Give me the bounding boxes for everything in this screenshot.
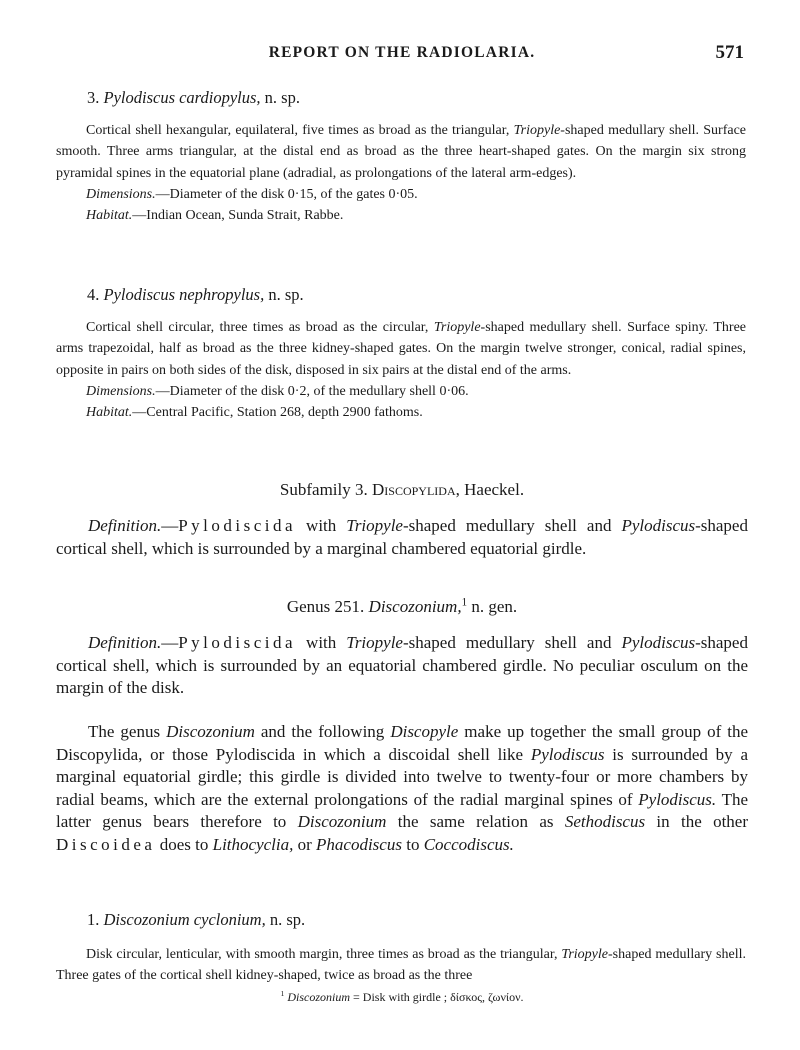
genus-heading bbox=[60, 597, 744, 617]
definition-text: with bbox=[296, 516, 347, 535]
italic: Sethodiscus bbox=[564, 812, 646, 831]
definition-text: -shaped medullary shell and bbox=[402, 633, 622, 652]
genus-prefix: Genus 251. bbox=[286, 597, 365, 616]
species-number: 3. bbox=[87, 88, 100, 107]
definition-italic: Pylodiscus bbox=[621, 516, 696, 535]
desc-italic: Triopyle bbox=[513, 123, 561, 138]
subfamily-definition-text bbox=[56, 515, 748, 560]
species-1-heading bbox=[87, 910, 305, 930]
text: to bbox=[401, 834, 424, 854]
subfamily-definition bbox=[56, 515, 748, 560]
spaced-group: Discoidea bbox=[56, 834, 156, 854]
definition-dash: — bbox=[161, 516, 179, 535]
habitat-label: Habitat. bbox=[86, 208, 133, 224]
desc-text: Cortical shell hexangular, equilateral, five times as broad as the triangular, bbox=[86, 123, 514, 138]
italic: Phacodiscus bbox=[316, 834, 402, 854]
genus-suffix: n. gen. bbox=[471, 597, 518, 616]
dimensions-text: —Diameter of the disk 0·15, of the gates 0·05. bbox=[155, 186, 418, 202]
genus-definition bbox=[56, 632, 748, 700]
definition-label: Definition. bbox=[88, 516, 162, 535]
genus-definition-text bbox=[56, 632, 748, 700]
species-name: Pylodiscus nephropylus, bbox=[103, 285, 265, 304]
species-3-body bbox=[56, 120, 746, 226]
species-4-dimensions bbox=[56, 381, 746, 402]
text: does to bbox=[155, 834, 213, 854]
text: The genus bbox=[88, 722, 167, 741]
species-4-heading bbox=[87, 285, 304, 305]
text: is surrounded by a marginal equatorial girdle; this girdle is divided into twelve to twenty-four or more chambers by radial beams, which are the external prolongations of the radial marginal spines of bbox=[56, 744, 748, 809]
species-4-habitat bbox=[56, 402, 746, 423]
definition-text: with bbox=[296, 633, 347, 652]
text: in the other bbox=[645, 812, 749, 831]
footnote-mark: 1 bbox=[280, 989, 285, 998]
genus-discussion bbox=[56, 721, 748, 856]
text: or bbox=[293, 834, 317, 854]
desc-text: Disk circular, lenticular, with smooth margin, three times as broad as the triangular, bbox=[86, 947, 562, 962]
footnote bbox=[60, 990, 744, 1005]
text: the same relation as bbox=[386, 812, 565, 831]
running-head bbox=[60, 44, 744, 68]
footnote-term: Discozonium bbox=[287, 990, 351, 1004]
definition-text: -shaped cortical shell, which is surrounded by an equatorial chambered girdle. No peculiar osculum on the margin of the disk. bbox=[56, 633, 748, 697]
italic: Coccodiscus. bbox=[423, 834, 514, 854]
desc-text: -shaped medullary shell. Surface spiny. Three arms trapezoidal, half as broad as the three kidney-shaped gates. On the margin twelve stronger, conical, radial spines, opposite in pairs on both sides of the disk, disposed in six pairs at the distal end of the arms. bbox=[56, 320, 747, 378]
definition-text: -shaped medullary shell and bbox=[402, 516, 622, 535]
italic: Pylodiscus bbox=[530, 744, 605, 764]
species-1-description bbox=[56, 944, 746, 987]
definition-label: Definition. bbox=[88, 633, 162, 652]
footnote-text: = Disk with girdle ; δίσκος, ζωνίον. bbox=[350, 990, 524, 1004]
italic: Discozonium bbox=[166, 722, 255, 741]
species-name: Discozonium cyclonium, bbox=[103, 910, 266, 929]
dimensions-text: —Diameter of the disk 0·2, of the medullary shell 0·06. bbox=[155, 383, 469, 399]
desc-text: Cortical shell circular, three times as broad as the circular, bbox=[86, 320, 434, 335]
text: and the following bbox=[254, 722, 391, 741]
habitat-label: Habitat. bbox=[86, 405, 133, 421]
text: The latter genus bears therefore to bbox=[56, 789, 748, 831]
definition-italic: Triopyle bbox=[346, 633, 403, 652]
species-3-habitat bbox=[56, 205, 746, 226]
species-4-description bbox=[56, 317, 746, 381]
italic: Lithocyclia, bbox=[212, 834, 294, 854]
dimensions-label: Dimensions. bbox=[86, 383, 156, 399]
running-title: REPORT ON THE RADIOLARIA. bbox=[268, 44, 536, 61]
footnote-mark: 1 bbox=[461, 596, 468, 609]
italic: Pylodiscus. bbox=[638, 789, 717, 809]
subfamily-heading bbox=[60, 480, 744, 500]
definition-dash: — bbox=[161, 633, 179, 652]
species-suffix: n. sp. bbox=[268, 285, 304, 304]
subfamily-name: Discopylida, bbox=[372, 480, 460, 499]
discussion-text bbox=[56, 721, 748, 856]
subfamily-prefix: Subfamily 3. bbox=[279, 480, 368, 499]
species-3-heading bbox=[87, 88, 300, 108]
habitat-text: —Indian Ocean, Sunda Strait, Rabbe. bbox=[132, 208, 344, 224]
species-number: 4. bbox=[87, 285, 100, 304]
subfamily-author: Haeckel. bbox=[464, 480, 525, 499]
desc-text: -shaped medullary shell. Three gates of the cortical shell kidney-shaped, twice as broad as the three bbox=[56, 947, 746, 984]
habitat-text: —Central Pacific, Station 268, depth 2900 fathoms. bbox=[132, 405, 423, 421]
species-number: 1. bbox=[87, 910, 100, 929]
definition-italic: Pylodiscus bbox=[621, 633, 696, 652]
desc-italic: Triopyle bbox=[561, 947, 608, 962]
definition-text: -shaped cortical shell, which is surrounded by a marginal chambered equatorial girdle. bbox=[56, 516, 748, 558]
species-name: Pylodiscus cardiopylus, bbox=[103, 88, 261, 107]
species-3-dimensions bbox=[56, 184, 746, 205]
dimensions-label: Dimensions. bbox=[86, 186, 156, 202]
definition-group: Pylodiscida bbox=[178, 516, 297, 535]
desc-text: -shaped medullary shell. Surface smooth. Three arms triangular, at the distal end as broad as the three heart-shaped gates. On the margin six strong pyramidal spines in the equatorial plane (adradial, as prolongations of the lateral arm-edges). bbox=[56, 123, 746, 181]
page-number: 571 bbox=[715, 42, 744, 63]
definition-group: Pylodiscida bbox=[178, 633, 297, 652]
species-suffix: n. sp. bbox=[269, 910, 306, 929]
definition-italic: Triopyle bbox=[346, 516, 403, 535]
italic: Discozonium bbox=[297, 812, 387, 831]
genus-name: Discozonium, bbox=[368, 597, 462, 616]
species-4-body bbox=[56, 317, 746, 423]
species-suffix: n. sp. bbox=[264, 88, 300, 107]
italic: Discopyle bbox=[390, 722, 459, 741]
species-1-body bbox=[56, 944, 746, 987]
text: make up together the small group of the Discopylida, or those Pylodiscida in which a discoidal shell like bbox=[56, 722, 749, 764]
species-3-description bbox=[56, 120, 746, 184]
desc-italic: Triopyle bbox=[433, 320, 481, 335]
